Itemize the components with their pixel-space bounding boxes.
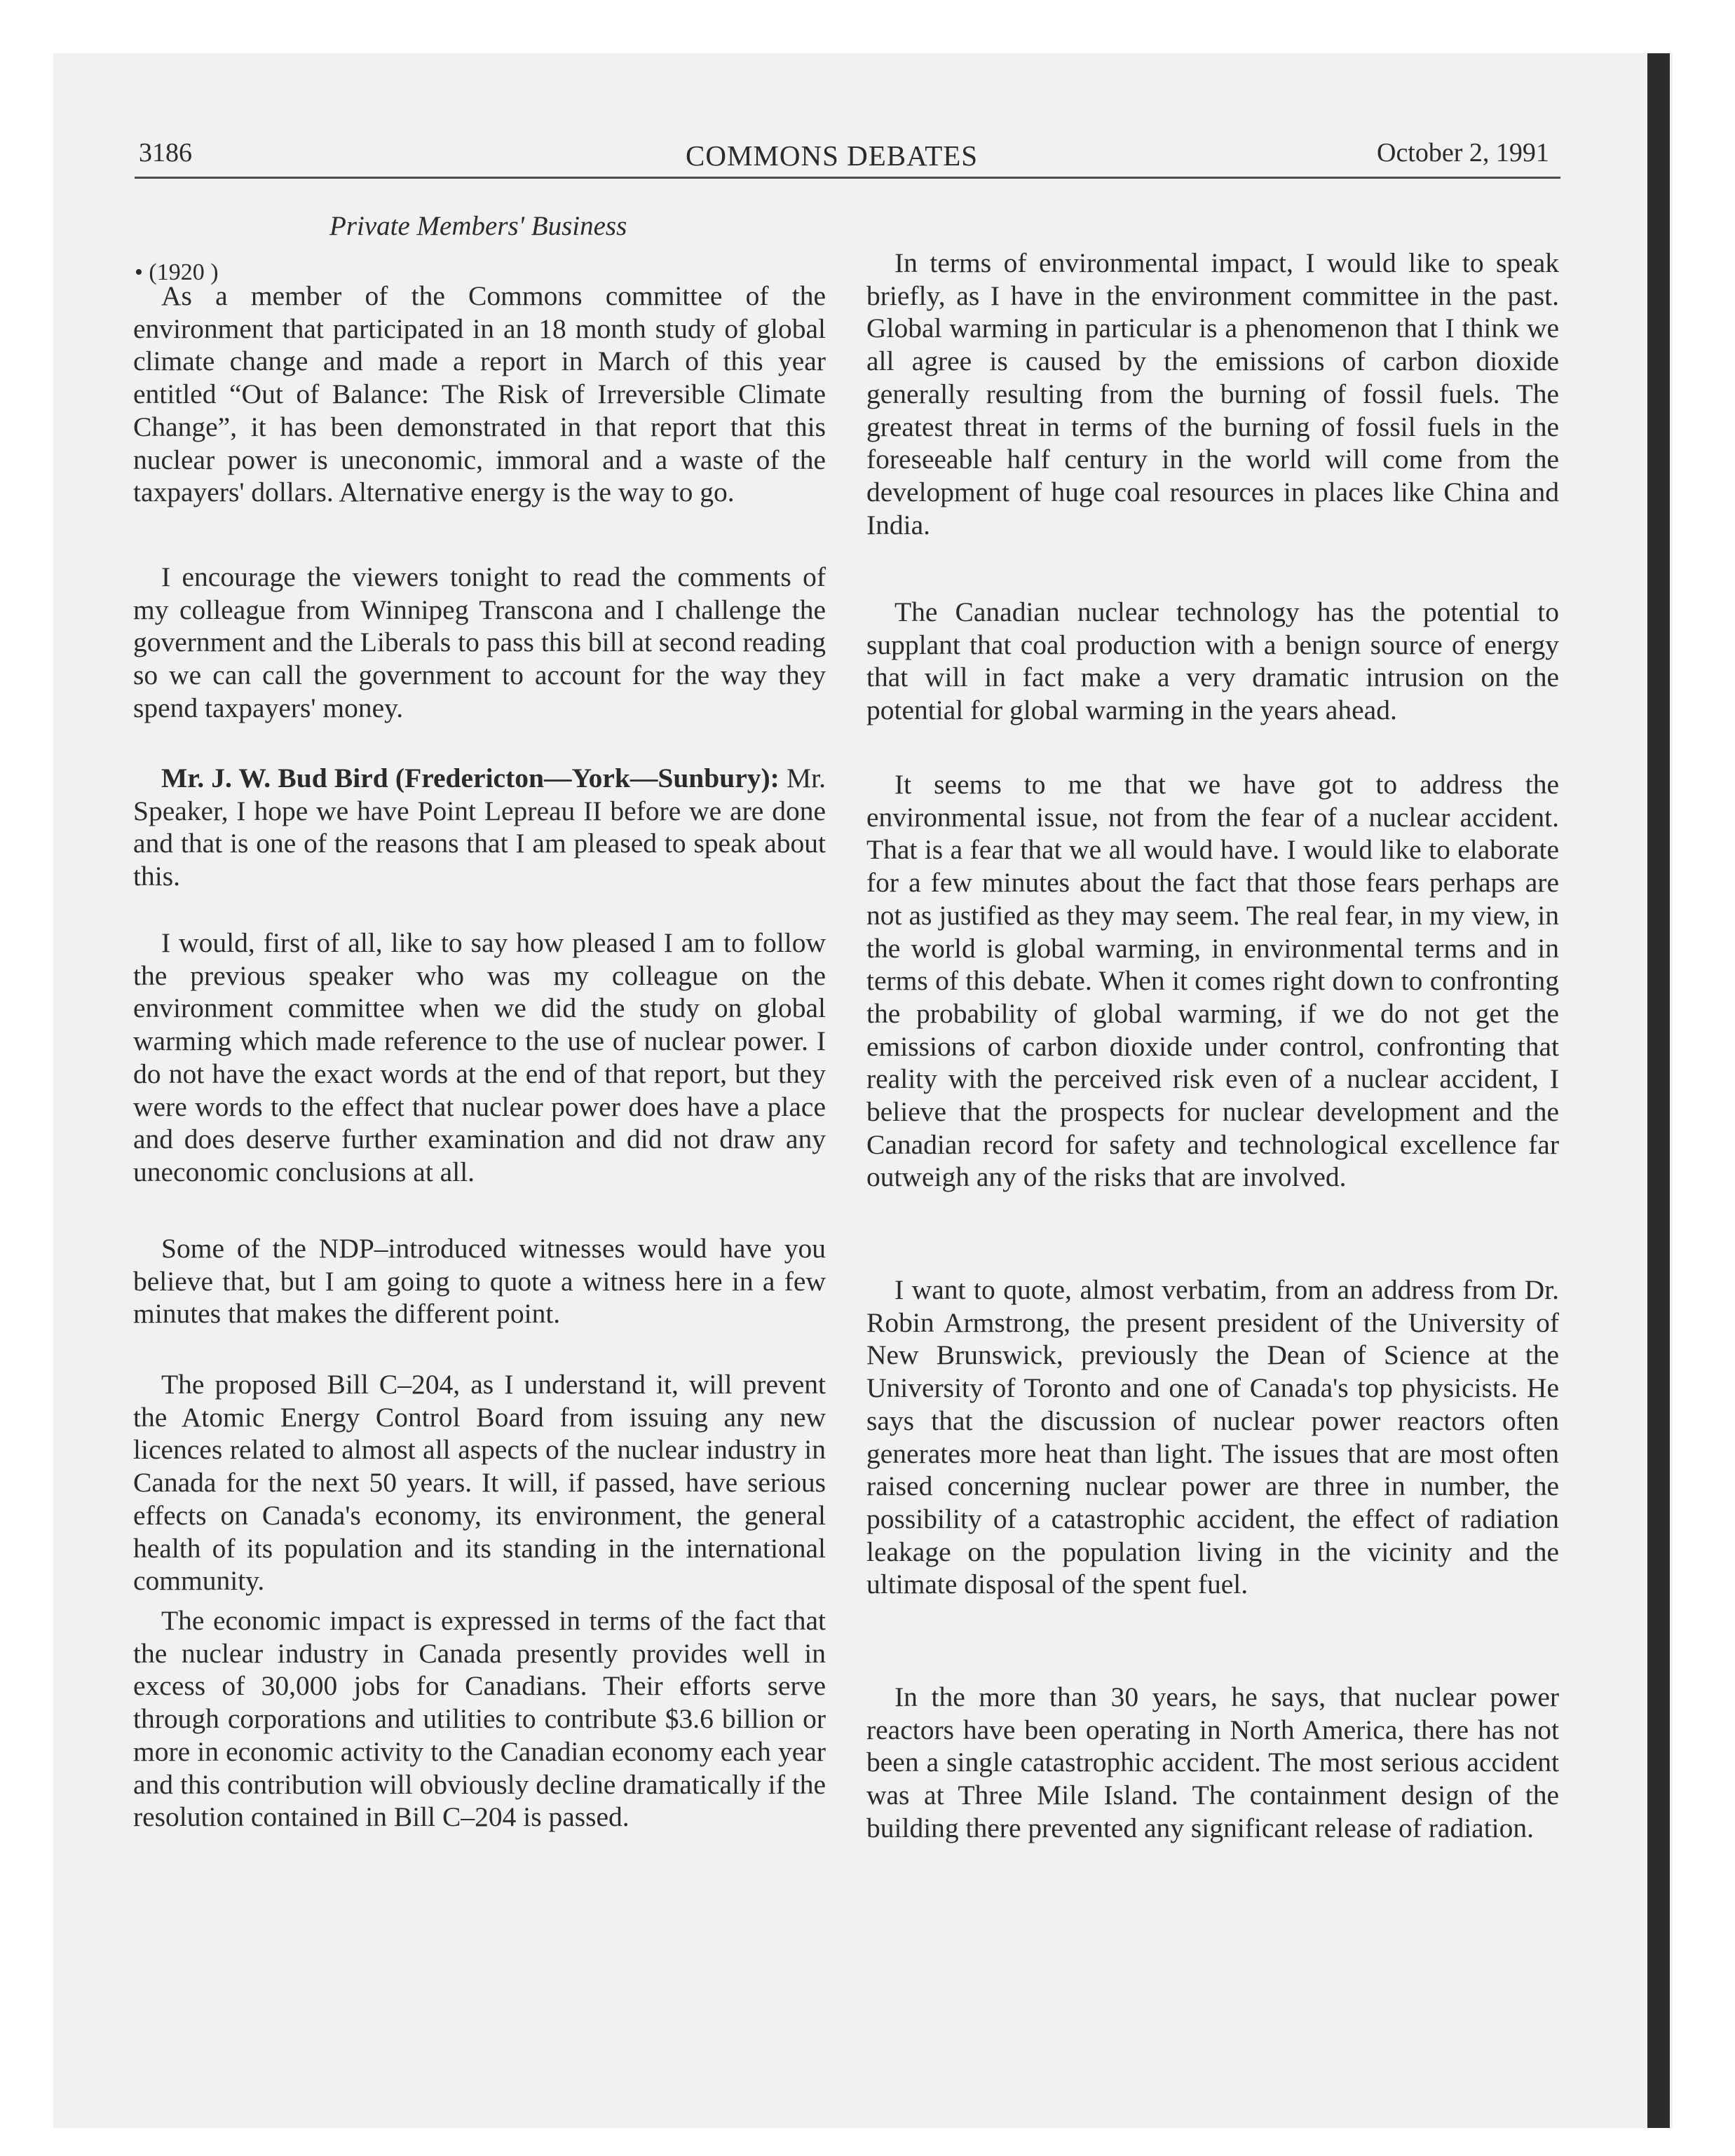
speaker-paragraph	[133, 762, 826, 893]
paragraph: The proposed Bill C–204, as I understand it, will prevent the Atomic Energy Control Board from issuing any new licences related to almost all aspects of the nuclear industry in Canada for the next 50 years. It will, if passed, have serious effects on Canada's economy, its environment, the general health of its population and its standing in the international community.	[133, 1369, 826, 1597]
scan-edge-shadow	[1647, 53, 1670, 2128]
header-rule	[135, 177, 1560, 179]
timestamp: • (1920 )	[135, 259, 219, 285]
paragraph: Some of the NDP–introduced witnesses would have you believe that, but I am going to quote a witness here in a few minutes that makes the different point.	[133, 1233, 826, 1330]
paragraph: In terms of environmental impact, I would like to speak briefly, as I have in the environment committee in the past. Global warming in particular is a phenomenon that I think we all agree is caused by the emissions of carbon dioxide generally resulting from the burning of fossil fuels. The greatest threat in terms of the burning of fossil fuels in the foreseeable half century in the world will come from the development of huge coal resources in places like China and India.	[866, 247, 1559, 540]
paragraph: I would, first of all, like to say how pleased I am to follow the previous speaker who was my colleague on the environment committee when we did the study on global warming which made reference to the use of nuclear power. I do not have the exact words at the end of that report, but they were words to the effect that nuclear power does have a place and does deserve further examination and did not draw any uneconomic conclusions at all.	[133, 927, 826, 1187]
paragraph: The Canadian nuclear technology has the potential to supplant that coal production with a benign source of energy that will in fact make a very dramatic intrusion on the potential for global warming in the years ahead.	[866, 596, 1559, 726]
speech-text: Mr. Speaker, I hope we have Point Lepreau II before we are done and that is one of the reasons that I am pleased to speak about this.	[133, 763, 826, 892]
section-title: Private Members' Business	[329, 211, 627, 241]
paragraph: As a member of the Commons committee of the environment that participated in an 18 month study of global climate change and made a report in March of this year entitled “Out of Balance: The Risk of Irreversible Climate Change”, it has been demonstrated in that report that this nuclear power is uneconomic, immoral and a waste of the taxpayers' dollars. Alternative energy is the way to go.	[133, 280, 826, 508]
paragraph: I encourage the viewers tonight to read the comments of my colleague from Winnipeg Transcona and I challenge the government and the Liberals to pass this bill at second reading so we can call the government to account for the way they spend taxpayers' money.	[133, 561, 826, 723]
paragraph: In the more than 30 years, he says, that nuclear power reactors have been operating in North America, there has not been a single catastrophic accident. The most serious accident was at Three Mile Island. The containment design of the building there prevented any significant release of radiation.	[866, 1681, 1559, 1843]
speaker-name: Mr. J. W. Bud Bird (Fredericton—York—Sunbury):	[161, 763, 780, 793]
paragraph: I want to quote, almost verbatim, from an address from Dr. Robin Armstrong, the present president of the University of New Brunswick, previously the Dean of Science at the University of Toronto and one of Canada's top physicists. He says that the discussion of nuclear power reactors often generates more heat than light. The issues that are most often raised concerning nuclear power are three in number, the possibility of a catastrophic accident, the effect of radiation leakage on the population living in the vicinity and the ultimate disposal of the spent fuel.	[866, 1274, 1559, 1600]
paragraph: It seems to me that we have got to address the environmental issue, not from the fear of a nuclear accident. That is a fear that we all would have. I would like to elaborate for a few minutes about the fact that those fears perhaps are not as justified as they may seem. The real fear, in my view, in the world is global warming, in environmental terms and in terms of this debate. When it comes right down to confronting the probability of global warming, if we do not get the emissions of carbon dioxide under control, confronting that reality with the perceived risk even of a nuclear accident, I believe that the prospects for nuclear development and the Canadian record for safety and technological excellence far outweigh any of the risks that are involved.	[866, 769, 1559, 1193]
running-head: COMMONS DEBATES	[686, 139, 979, 172]
page-date: October 2, 1991	[1377, 138, 1549, 168]
page-number: 3186	[139, 138, 192, 168]
paragraph: The economic impact is expressed in terms of the fact that the nuclear industry in Canada presently provides well in excess of 30,000 jobs for Canadians. Their efforts serve through corporations and utilities to contribute $3.6 billion or more in economic activity to the Canadian economy each year and this contribution will obviously decline dramatically if the resolution contained in Bill C–204 is passed.	[133, 1605, 826, 1833]
